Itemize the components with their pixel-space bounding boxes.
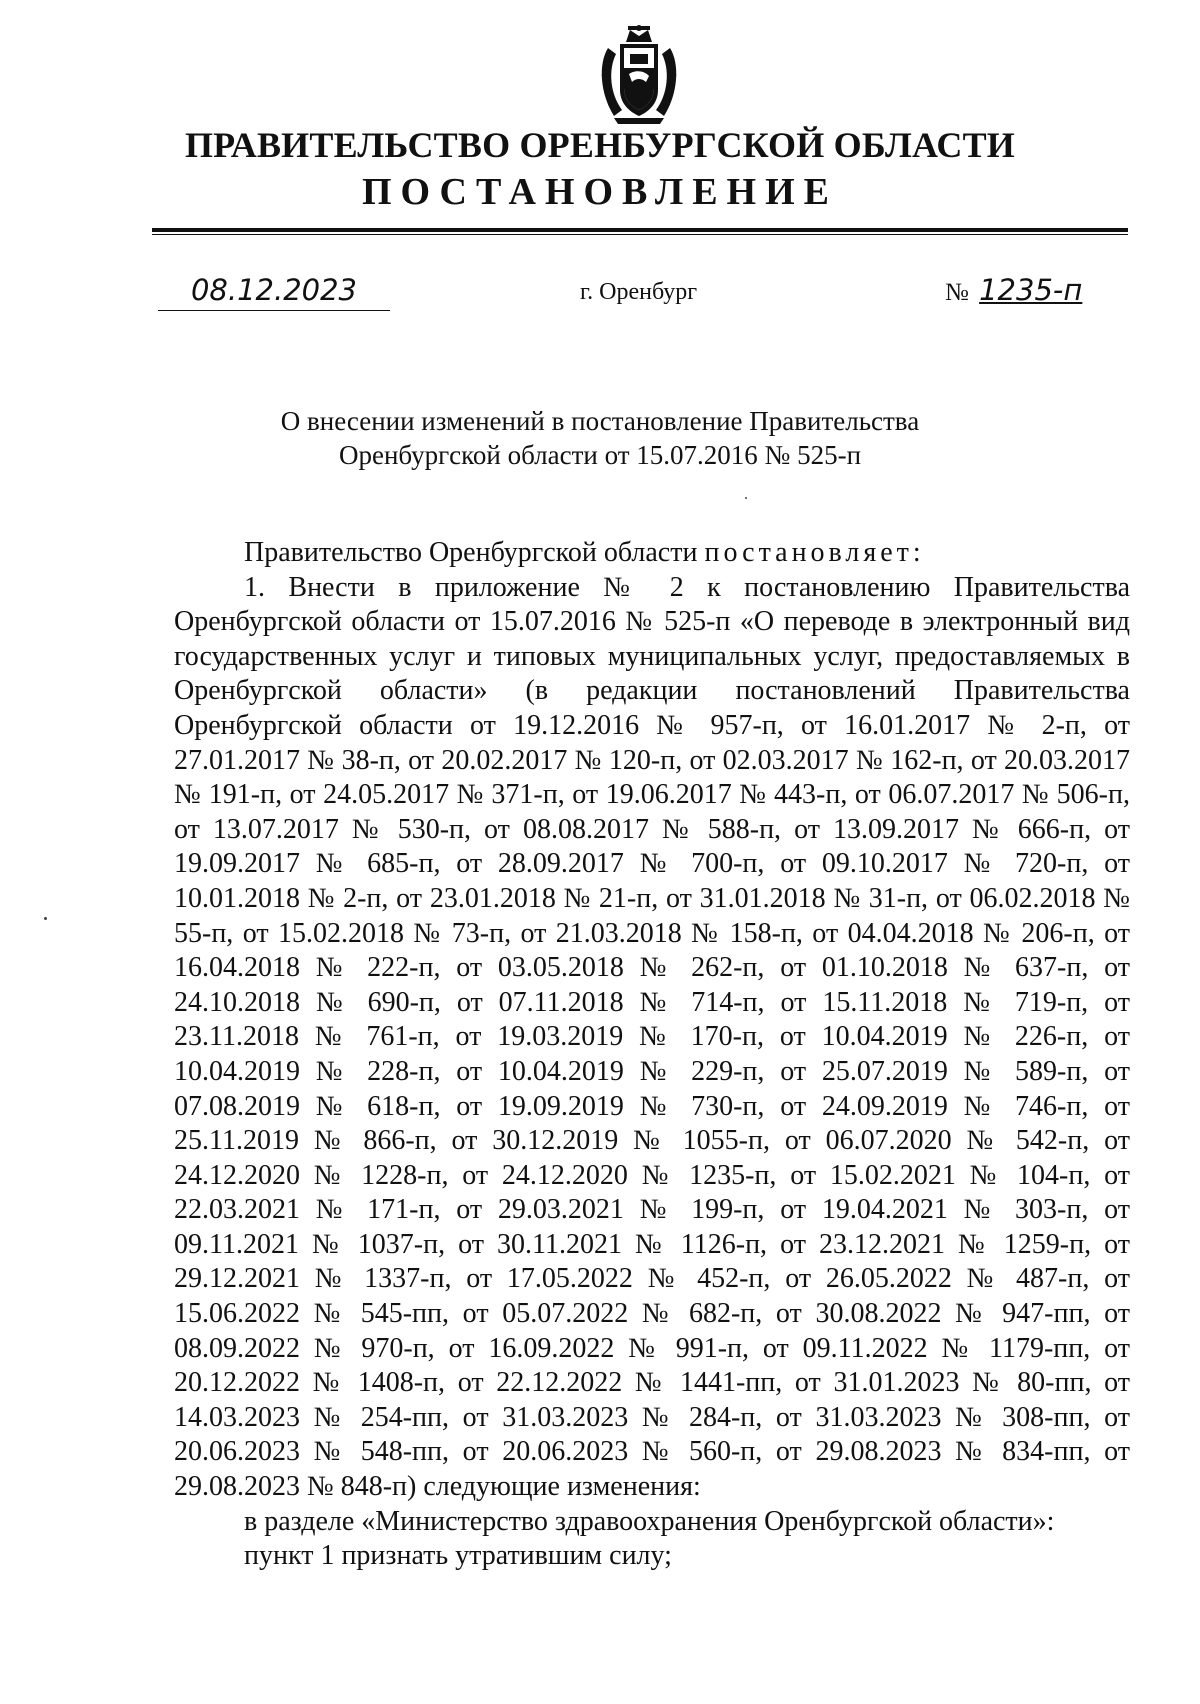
subject-line-2: Оренбургской области от 15.07.2016 № 525-п	[338, 440, 862, 470]
coat-of-arms-icon	[596, 24, 682, 126]
header-rule-thick	[152, 228, 1128, 232]
government-title: ПРАВИТЕЛЬСТВО ОРЕНБУРГСКОЙ ОБЛАСТИ	[184, 125, 1016, 165]
subject-line-1: О внесении изменений в постановление Правительства	[280, 406, 920, 436]
scan-speck	[745, 497, 747, 499]
preamble	[174, 536, 1130, 571]
number-label: №	[945, 279, 969, 306]
item-1: 1. Внести в приложение № 2 к постановлению Правительства Оренбургской области от 15.07.2016 № 525-п «О переводе в электронный вид государственных услуг и типовых муниципальных услуг, предоставляемых в Оренбургской области» (в редакции постановлений Правительства Оренбургской области от 19.12.2016 № 957-п, от 16.01.2017 № 2-п, от 27.01.2017 № 38-п, от 20.02.2017 № 120-п, от 02.03.2017 № 162-п, от 20.03.2017 № 191-п, от 24.05.2017 № 371-п, от 19.06.2017 № 443-п, от 06.07.2017 № 506-п, от 13.07.2017 № 530-п, от 08.08.2017 № 588-п, от 13.09.2017 № 666-п, от 19.09.2017 № 685-п, от 28.09.2017 № 700-п, от 09.10.2017 № 720-п, от 10.01.2018 № 2-п, от 23.01.2018 № 21-п, от 31.01.2018 № 31-п, от 06.02.2018 № 55-п, от 15.02.2018 № 73-п, от 21.03.2018 № 158-п, от 04.04.2018 № 206-п, от 16.04.2018 № 222-п, от 03.05.2018 № 262-п, от 01.10.2018 № 637-п, от 24.10.2018 № 690-п, от 07.11.2018 № 714-п, от 15.11.2018 № 719-п, от 23.11.2018 № 761-п, от 19.03.2019 № 170-п, от 10.04.2019 № 226-п, от 10.04.2019 № 228-п, от 10.04.2019 № 229-п, от 25.07.2019 № 589-п, от 07.08.2019 № 618-п, от 19.09.2019 № 730-п, от 24.09.2019 № 746-п, от 25.11.2019 № 866-п, от 30.12.2019 № 1055-п, от 06.07.2020 № 542-п, от 24.12.2020 № 1228-п, от 24.12.2020 № 1235-п, от 15.02.2021 № 104-п, от 22.03.2021 № 171-п, от 29.03.2021 № 199-п, от 19.04.2021 № 303-п, от 09.11.2021 № 1037-п, от 30.11.2021 № 1126-п, от 23.12.2021 № 1259-п, от 29.12.2021 № 1337-п, от 17.05.2022 № 452-п, от 26.05.2022 № 487-п, от 15.06.2022 № 545-пп, от 05.07.2022 № 682-п, от 30.08.2022 № 947-пп, от 08.09.2022 № 970-п, от 16.09.2022 № 991-п, от 09.11.2022 № 1179-пп, от 20.12.2022 № 1408-п, от 22.12.2022 № 1441-пп, от 31.01.2023 № 80-пп, от 14.03.2023 № 254-пп, от 31.03.2023 № 284-п, от 31.03.2023 № 308-пп, от 20.06.2023 № 548-пп, от 20.06.2023 № 560-п, от 29.08.2023 № 834-пп, от 29.08.2023 № 848-п) следующие изменения:	[174, 571, 1130, 1503]
document-type: ПОСТАНОВЛЕНИЕ	[361, 171, 839, 213]
document-date: 08.12.2023	[158, 272, 390, 311]
header-rule-thin	[152, 234, 1128, 235]
document-body	[174, 536, 1130, 1574]
preamble-verb: постановляет:	[704, 537, 925, 568]
point-line: пункт 1 признать утратившим силу;	[244, 1540, 672, 1572]
document-number	[945, 272, 1082, 311]
number-value: 1235-п	[979, 273, 1083, 307]
document-subject	[0, 404, 1200, 472]
section-line: в разделе «Министерство здравоохранения Оренбургской области»:	[244, 1505, 1055, 1537]
preamble-text: Правительство Оренбургской области	[244, 537, 705, 568]
scan-speck	[44, 917, 47, 920]
document-city: г. Оренбург	[580, 279, 698, 305]
